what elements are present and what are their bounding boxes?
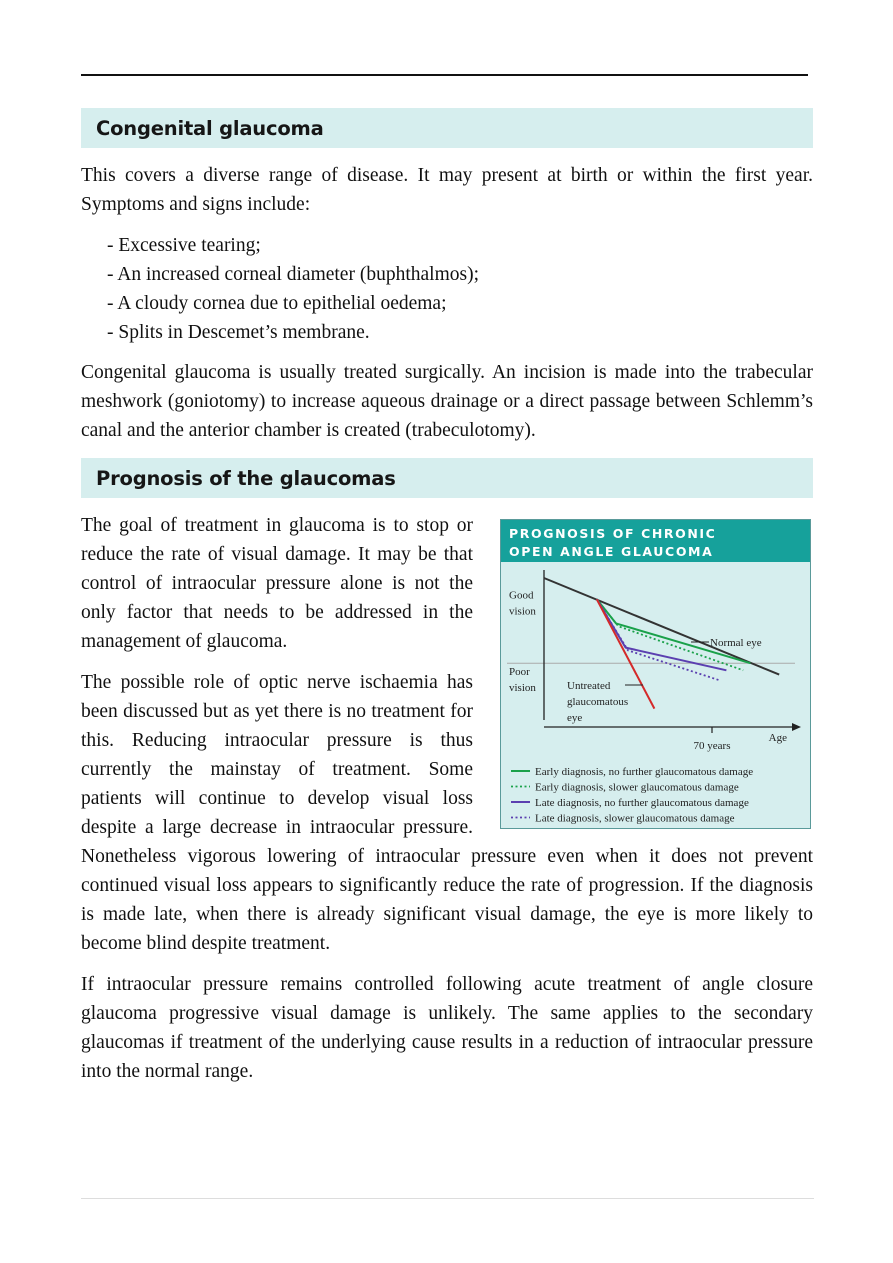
list-item: - A cloudy cornea due to epithelial oedema; [107, 293, 447, 314]
prognosis-figure [500, 519, 811, 829]
footer-rule [81, 1198, 814, 1199]
x-tick-label: 70 years [693, 740, 731, 752]
normal-eye-label: Normal eye [710, 637, 762, 649]
series-line [597, 599, 655, 708]
symptom-list [107, 231, 479, 347]
y-level-label: vision [509, 605, 536, 618]
legend-label: Early diagnosis, slower glaucomatous damage [535, 781, 739, 794]
header-rule [81, 74, 808, 76]
untreated-label: glaucomatous [567, 696, 629, 708]
untreated-label: Untreated [567, 680, 611, 692]
prognosis-paragraph-1: The goal of treatment in glaucoma is to stop or reduce the rate of visual damage. It may be that control of intraocular pressure alone is not the only factor that needs to be addressed in the management of glaucoma. [81, 515, 473, 652]
series-line [597, 599, 719, 680]
x-axis-arrow [792, 723, 801, 731]
y-level-label: Poor [509, 666, 530, 679]
figure-title-line: OPEN ANGLE GLAUCOMA [509, 544, 714, 559]
prognosis-chart [501, 520, 810, 828]
prognosis-paragraph-3: If intraocular pressure remains controlled following acute treatment of angle closure glaucoma progressive visual damage is unlikely. The same applies to the secondary glaucomas if treatment of the underlying cause results in a reduction of intraocular pressure into the normal range. [81, 974, 813, 1082]
y-level-label: Good [509, 589, 534, 602]
congenital-intro: This covers a diverse range of disease. It may present at birth or within the first year. Symptoms and signs include: [81, 165, 813, 215]
list-item: - An increased corneal diameter (buphthalmos); [107, 264, 479, 285]
list-item: - Excessive tearing; [107, 235, 261, 256]
untreated-label: eye [567, 712, 583, 724]
y-level-label: vision [509, 682, 536, 695]
series-line [544, 578, 779, 675]
x-axis-label: Age [768, 732, 787, 744]
congenital-treatment: Congenital glaucoma is usually treated surgically. An incision is made into the trabecular meshwork (goniotomy) to increase aqueous drainage or a direct passage between Schlemm’s canal and the anterior chamber is created (trabeculotomy). [81, 362, 813, 441]
section-heading-congenital: Congenital glaucoma [81, 108, 813, 148]
legend-label: Late diagnosis, no further glaucomatous damage [535, 797, 749, 809]
prognosis-paragraph-2: The possible role of optic nerve ischaemia has been discussed but as yet there is no treatment for this. Reducing intraocular pressure is thus currently the mainstay of treatment. Some patients will continue to develop visual loss despite a large decrease in intraocular pressure. Nonetheless vigorous lowering of intraocular pressure even when it does not prevent continued visual loss appears to significantly reduce the rate of progression. If the diagnosis is made late, when there is already significant visual damage, the eye is more likely to become blind despite treatment. [81, 672, 813, 954]
list-item: - Splits in Descemet’s membrane. [107, 322, 370, 343]
section-heading-prognosis: Prognosis of the glaucomas [81, 458, 813, 498]
figure-title-line: PROGNOSIS OF CHRONIC [509, 526, 717, 541]
legend-label: Early diagnosis, no further glaucomatous damage [535, 766, 754, 778]
legend-label: Late diagnosis, slower glaucomatous damage [535, 812, 735, 825]
